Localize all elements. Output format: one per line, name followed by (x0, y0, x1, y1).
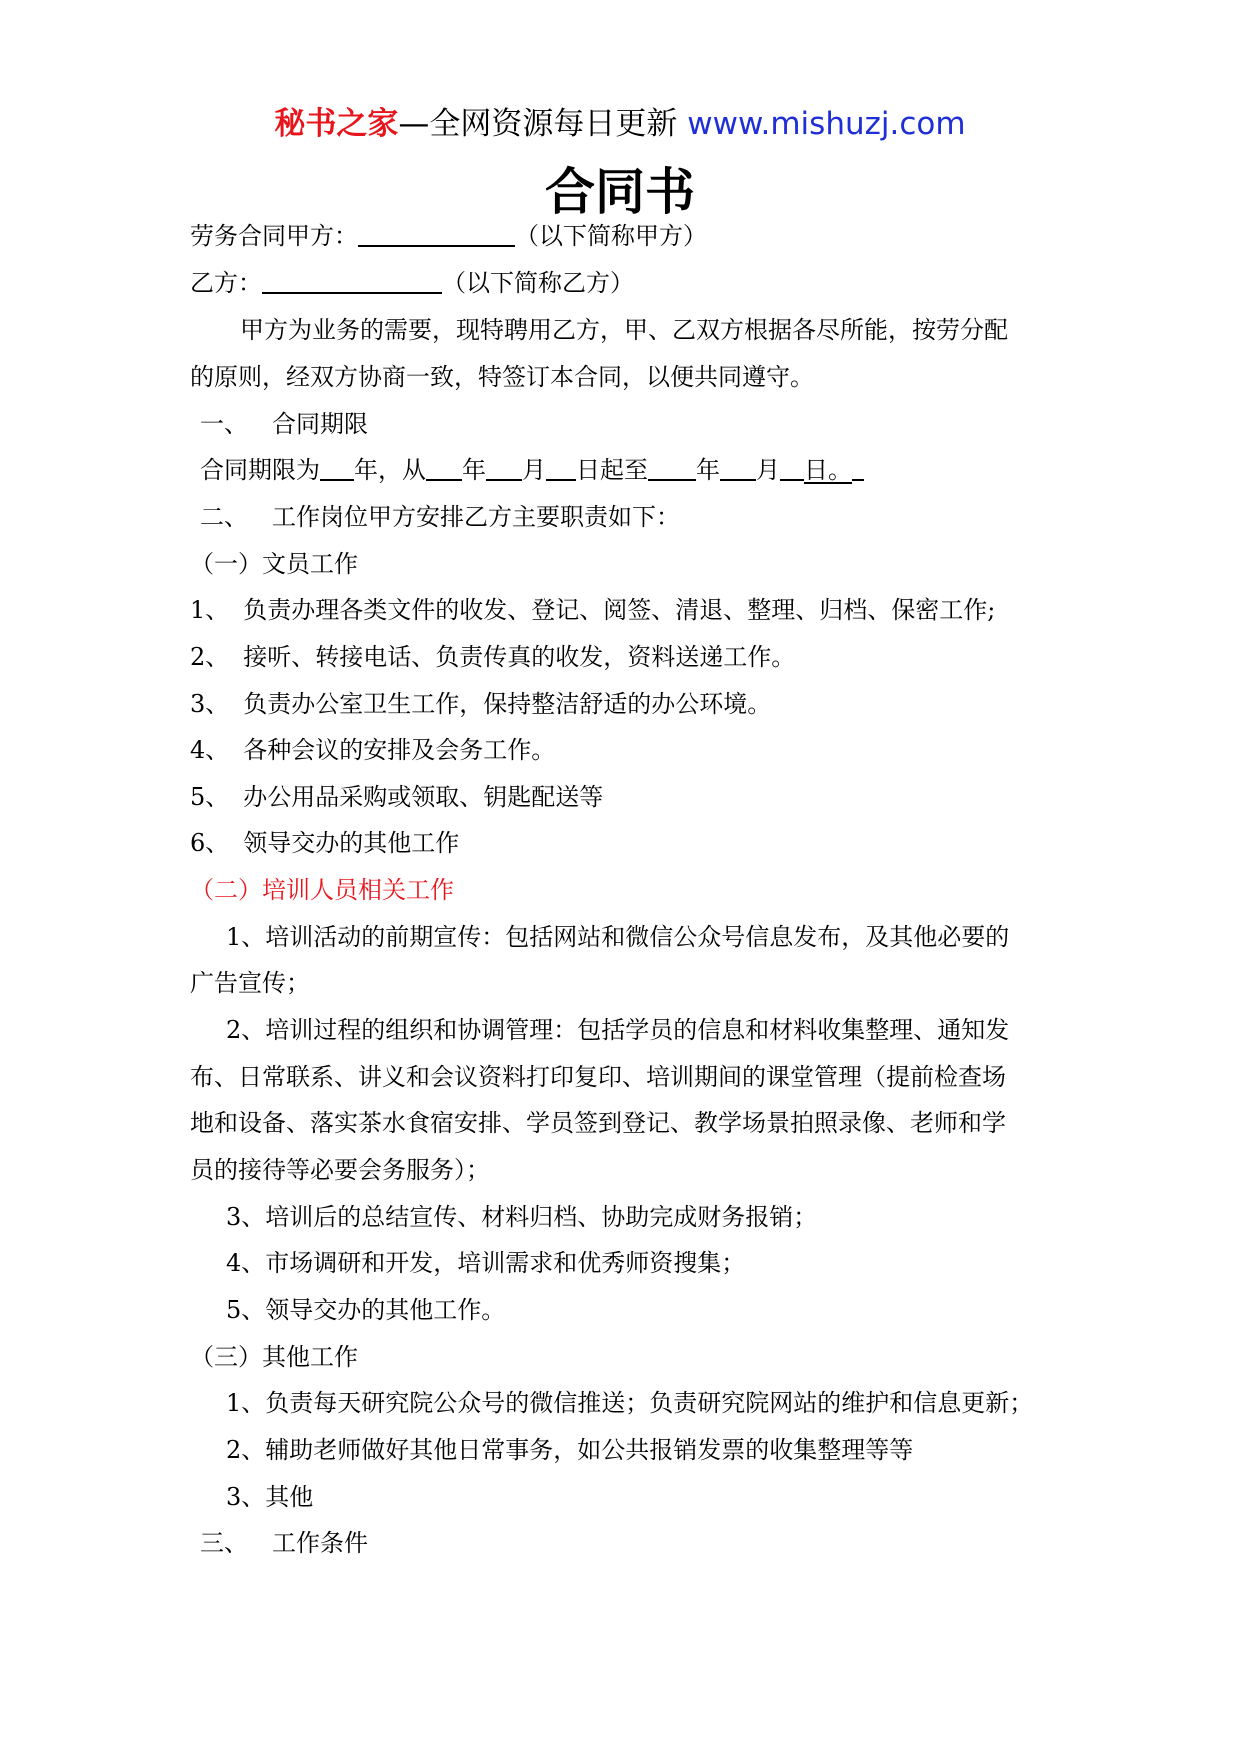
party-b-label: 乙方： (190, 269, 262, 297)
section-1-heading (200, 409, 368, 439)
list-item-text: 负责办公室卫生工作，保持整洁舒适的办公环境。 (243, 690, 772, 718)
training-item-1-line-2: 广告宣传； (190, 969, 310, 997)
banner-tagline: —全网资源每日更新 (398, 106, 678, 142)
party-a-note: （以下简称甲方） (515, 222, 707, 250)
start-day-blank (546, 455, 576, 481)
term-p8: 日。 (804, 456, 852, 484)
end-day-blank (780, 455, 804, 481)
training-item-2-line-3: 地和设备、落实茶水食宿安排、学员签到登记、教学场景拍照录像、老师和学 (190, 1109, 1006, 1137)
list-item-number: 5、 (190, 783, 230, 811)
party-b-blank (262, 268, 442, 294)
section-3-number: 三、 (200, 1529, 248, 1557)
list-item-text: 接听、转接电话、负责传真的收发，资料送递工作。 (243, 643, 796, 671)
other-item-2: 2、辅助老师做好其他日常事务，如公共报销发票的收集整理等等 (226, 1436, 914, 1464)
training-item-4: 4、市场调研和开发，培训需求和优秀师资搜集； (226, 1249, 746, 1277)
intro-line-2: 的原则，经双方协商一致，特签订本合同，以便共同遵守。 (190, 363, 814, 391)
party-a-line (190, 221, 707, 251)
list-item-number: 2、 (190, 643, 230, 671)
section-1-number: 一、 (200, 410, 248, 438)
start-month-blank (486, 455, 522, 481)
term-p5: 日起至 (576, 456, 648, 484)
end-year-blank (648, 455, 696, 481)
banner-url-link[interactable]: www.mishuzj.com (687, 106, 966, 142)
list-item (190, 595, 995, 625)
section-3-title: 工作条件 (272, 1529, 368, 1557)
training-item-2-line-1: 2、培训过程的组织和协调管理：包括学员的信息和材料收集整理、通知发 (226, 1016, 1010, 1044)
end-month-blank (720, 455, 756, 481)
list-item (190, 782, 603, 812)
subsection-3-title: （三）其他工作 (190, 1343, 358, 1371)
section-1-title: 合同期限 (272, 410, 368, 438)
list-item (190, 735, 555, 765)
site-banner (0, 104, 1240, 144)
start-year-blank (426, 455, 462, 481)
party-b-note: （以下简称乙方） (442, 269, 634, 297)
list-item (190, 689, 771, 719)
other-item-3: 3、其他 (226, 1483, 314, 1511)
list-item-number: 4、 (190, 736, 230, 764)
list-item (190, 828, 459, 858)
term-years-blank (320, 455, 354, 481)
term-line (200, 455, 864, 485)
term-p7: 月 (756, 456, 780, 484)
training-item-2-line-2: 布、日常联系、讲义和会议资料打印复印、培训期间的课堂管理（提前检查场 (190, 1063, 1006, 1091)
party-a-blank (358, 221, 515, 247)
training-item-2-line-4: 员的接待等必要会务服务）； (190, 1156, 490, 1184)
subsection-1-title: （一）文员工作 (190, 550, 358, 578)
training-item-3: 3、培训后的总结宣传、材料归档、协助完成财务报销； (226, 1203, 818, 1231)
training-item-5: 5、领导交办的其他工作。 (226, 1296, 506, 1324)
training-item-1-line-1: 1、培训活动的前期宣传：包括网站和微信公众号信息发布，及其他必要的 (226, 923, 1010, 951)
subsection-2-title: （二）培训人员相关工作 (190, 876, 454, 904)
section-2-heading (200, 502, 680, 532)
list-item-number: 6、 (190, 829, 230, 857)
party-b-line (190, 268, 634, 298)
list-item-text: 负责办理各类文件的收发、登记、阅签、清退、整理、归档、保密工作; (243, 596, 996, 624)
list-item-text: 办公用品采购或领取、钥匙配送等 (243, 783, 604, 811)
party-a-label: 劳务合同甲方： (190, 222, 358, 250)
term-p2: 年，从 (354, 456, 426, 484)
term-p6: 年 (696, 456, 720, 484)
list-item-number: 3、 (190, 690, 230, 718)
section-2-number: 二、 (200, 503, 248, 531)
term-p4: 月 (522, 456, 546, 484)
list-item (190, 642, 795, 672)
section-2-title: 工作岗位甲方安排乙方主要职责如下： (272, 503, 680, 531)
list-item-number: 1、 (190, 596, 230, 624)
term-end-underline (852, 455, 864, 481)
banner-brand: 秘书之家 (274, 106, 399, 142)
intro-line-1: 甲方为业务的需要，现特聘用乙方，甲、乙双方根据各尽所能，按劳分配 (240, 316, 1008, 344)
list-item-text: 领导交办的其他工作 (243, 829, 460, 857)
section-3-heading (200, 1528, 368, 1558)
term-p3: 年 (462, 456, 486, 484)
other-item-1: 1、负责每天研究院公众号的微信推送；负责研究院网站的维护和信息更新； (226, 1389, 1034, 1417)
list-item-text: 各种会议的安排及会务工作。 (243, 736, 556, 764)
term-p1: 合同期限为 (200, 456, 320, 484)
document-title: 合同书 (545, 163, 695, 221)
